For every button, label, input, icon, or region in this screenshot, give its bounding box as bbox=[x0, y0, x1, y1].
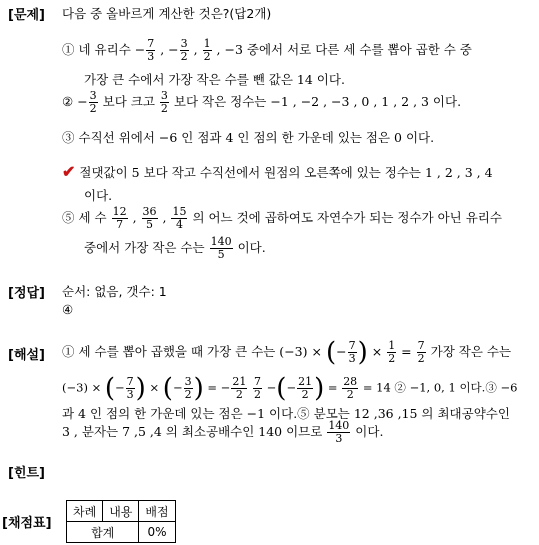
solution-line-3: 과 4 인 점의 한 가운데 있는 점은 −1 이다.⑤ 분모는 12 ,36 ,15 의 최대공약수인 bbox=[62, 406, 510, 421]
fraction: $\frac{1}{2}$ bbox=[203, 37, 211, 63]
fraction: $\frac{7}{2}$ bbox=[253, 375, 261, 401]
problem-label: [문제] bbox=[8, 8, 45, 23]
option-3: ③ 수직선 위에서 −6 인 점과 4 인 점의 한 가운데 있는 점은 0 이다. bbox=[62, 130, 435, 145]
fraction: $\frac{7}{3}$ bbox=[147, 37, 155, 63]
fraction: $\frac{1}{2}$ bbox=[388, 339, 396, 365]
option-2: ② − $\frac{3}{2}$ 보다 크고 $\frac{3}{2}$ 보다 작은 정수는 −1 , −2 , −3 , 0 , 1 , 2 , 3 이다. bbox=[62, 89, 462, 115]
option-1-line2: 가장 큰 수에서 가장 작은 수를 뺀 값은 14 이다. bbox=[84, 72, 345, 87]
solution-line-4: 3 , 분자는 7 ,5 ,4 의 최소공배수인 140 이므로 $\frac{140}{3}$ 이다. bbox=[62, 419, 384, 445]
total-value-cell: 0% bbox=[139, 522, 175, 543]
option-4-line2: 이다. bbox=[84, 188, 113, 203]
option-1: ① 네 유리수 − $\frac{7}{3}$ , − $\frac{3}{2}$ , $\frac{1}{2}$ , −3 중에서 서로 다른 세 수를 뽑아 곱한 수 중 bbox=[62, 37, 472, 63]
answer-value: ④ bbox=[62, 302, 74, 317]
fraction: $\frac{140}{5}$ bbox=[210, 235, 232, 261]
table-row bbox=[67, 522, 176, 543]
fraction: $\frac{3}{2}$ bbox=[89, 89, 97, 115]
fraction: $\frac{21}{2}$ bbox=[298, 375, 313, 401]
table-row bbox=[67, 501, 176, 522]
hint-label: [힌트] bbox=[8, 466, 45, 481]
total-label-cell: 합계 bbox=[67, 522, 139, 543]
fraction: $\frac{21}{2}$ bbox=[232, 375, 247, 401]
option-5: ⑤ 세 수 $\frac{12}{7}$ , $\frac{36}{5}$ , $\frac{15}{4}$ 의 어느 것에 곱하여도 자연수가 되는 정수가 아닌 유리수 bbox=[62, 205, 502, 231]
score-label: [채점표] bbox=[2, 516, 52, 531]
fraction: $\frac{3}{2}$ bbox=[160, 89, 168, 115]
fraction: $\frac{36}{5}$ bbox=[142, 205, 157, 231]
question-text: 다음 중 올바르게 계산한 것은?(답2개) bbox=[62, 6, 272, 21]
option-marker: ③ bbox=[62, 130, 75, 145]
answer-label: [정답] bbox=[8, 286, 45, 301]
fraction: $\frac{7}{3}$ bbox=[348, 339, 356, 365]
option-marker: ② bbox=[62, 94, 74, 109]
option-5-line2: 중에서 가장 작은 수는 $\frac{140}{5}$ 이다. bbox=[84, 235, 266, 261]
fraction: $\frac{7}{3}$ bbox=[126, 375, 134, 401]
fraction: $\frac{3}{2}$ bbox=[180, 37, 188, 63]
solution-line-2: (−3) × (− $\frac{7}{3}$ ) × (− $\frac{3}{2}$ ) = − $\frac{21}{2}$ $\frac{7}{2}$ −(− $\frac{21}{2}$ ) = $\frac{28}{2}$ = 14 ② −1, 0, 1 이다.③ −6 bbox=[62, 373, 518, 404]
fraction: $\frac{3}{2}$ bbox=[184, 375, 192, 401]
table-header-cell: 차례 bbox=[67, 501, 103, 522]
checkmark-icon: ✔ bbox=[62, 162, 76, 181]
answer-meta: 순서: 없음, 갯수: 1 bbox=[62, 284, 167, 299]
solution-label: [해설] bbox=[8, 348, 45, 363]
fraction: $\frac{140}{3}$ bbox=[328, 419, 350, 445]
fraction: $\frac{15}{4}$ bbox=[172, 205, 187, 231]
score-table bbox=[66, 500, 176, 543]
option-marker: ⑤ bbox=[62, 210, 75, 225]
table-header-cell: 내용 bbox=[103, 501, 139, 522]
fraction: $\frac{12}{7}$ bbox=[112, 205, 127, 231]
table-header-cell: 배점 bbox=[139, 501, 175, 522]
fraction: $\frac{28}{2}$ bbox=[343, 375, 358, 401]
solution-line-1: ① 세 수를 뽑아 곱했을 때 가장 큰 수는 (−3) × (− $\frac{7}{3}$ ) × $\frac{1}{2}$ = $\frac{7}{2}$ 가장 작은 수는 bbox=[62, 337, 512, 368]
fraction: $\frac{7}{2}$ bbox=[417, 339, 425, 365]
option-marker: ① bbox=[62, 42, 75, 57]
option-4: ✔ 절댓값이 5 보다 작고 수직선에서 원점의 오른쪽에 있는 정수는 1 , 2 , 3 , 4 bbox=[62, 162, 493, 181]
